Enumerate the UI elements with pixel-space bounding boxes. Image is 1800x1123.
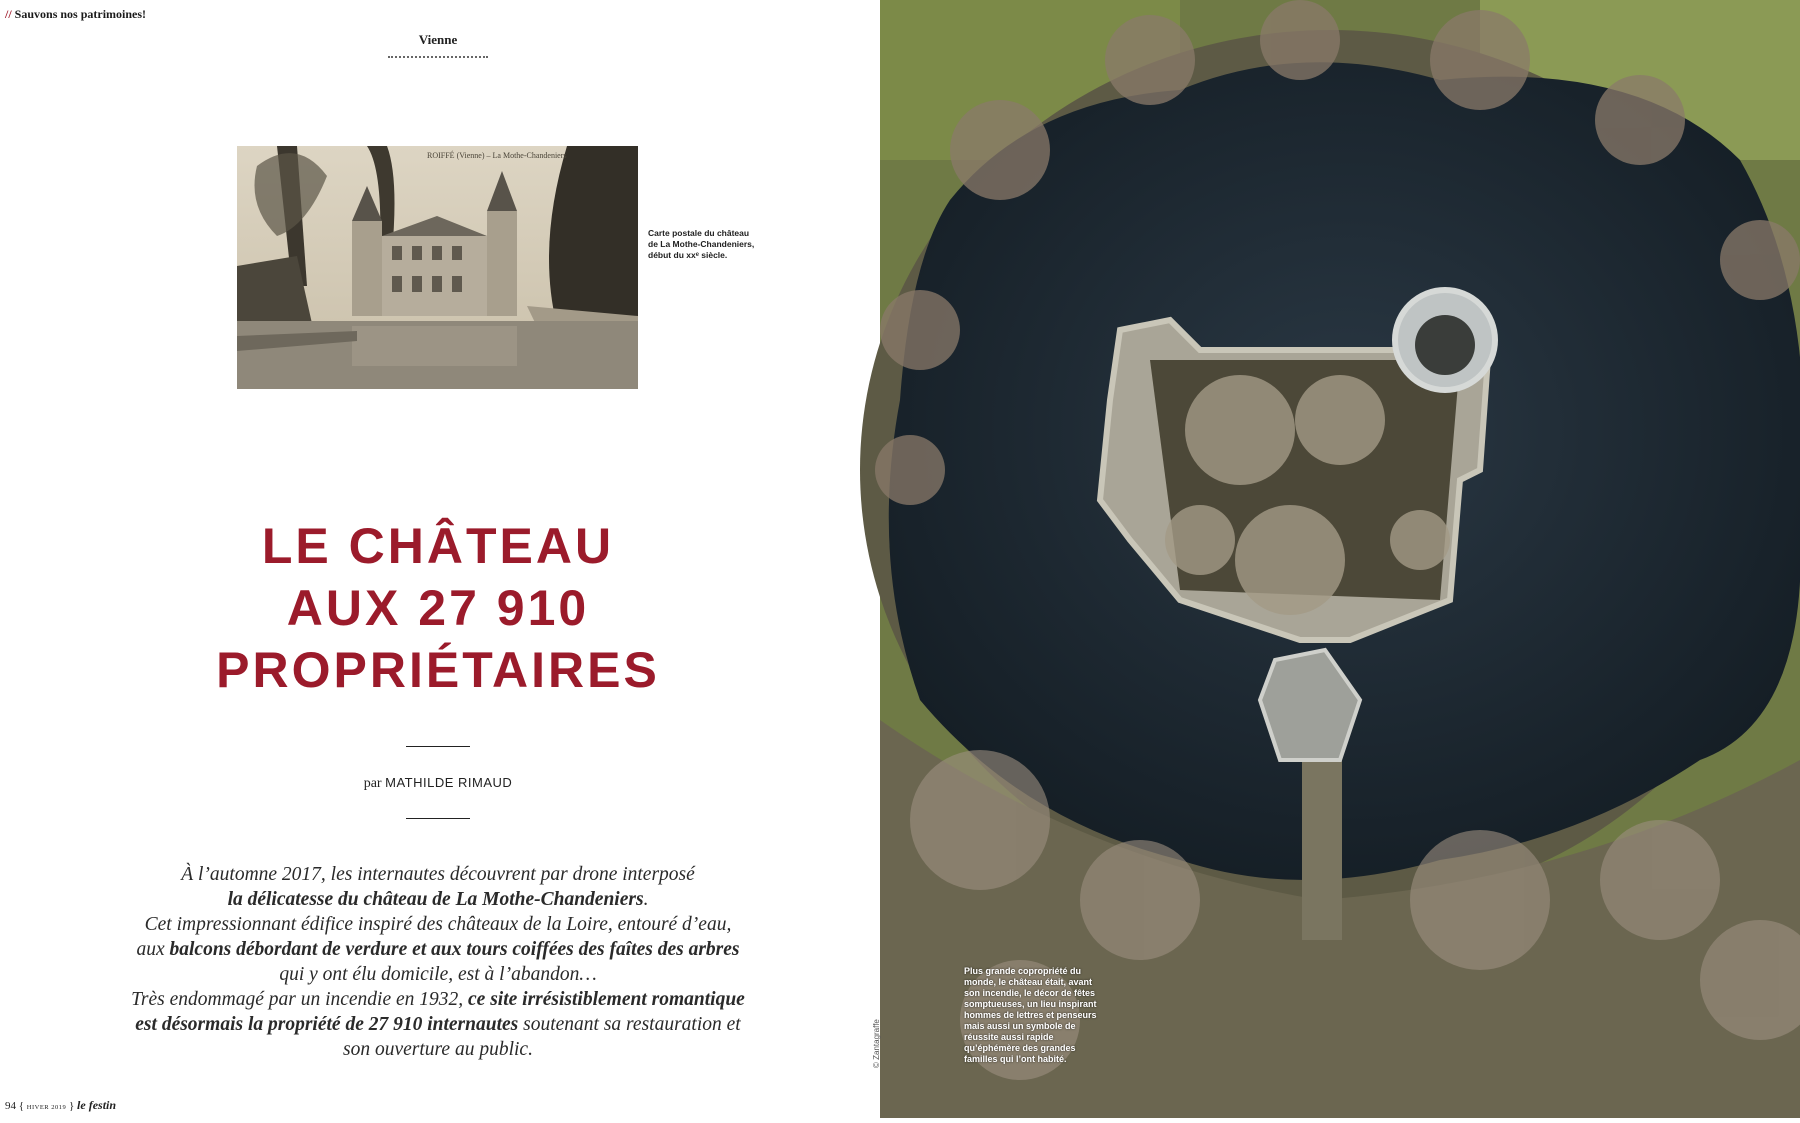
rule-above-byline <box>406 746 470 747</box>
intro-text: . <box>643 889 649 910</box>
folio: 94 { HIVER 2019 } le festin <box>5 1098 117 1112</box>
title-line: PROPRIÉTAIRES <box>216 642 660 698</box>
magazine-brand: le festin <box>77 1098 117 1112</box>
article-title <box>0 515 876 701</box>
intro-text: soutenant sa restauration et son ouverture au public. <box>343 1014 741 1060</box>
postcard-stamp-text: ROIFFÉ (Vienne) – La Mothe-Chandeniers <box>427 151 567 160</box>
byline <box>0 775 876 792</box>
intro-paragraph <box>130 862 746 1062</box>
page-number: 94 <box>5 1100 16 1112</box>
postcard-caption-line: de La Mothe-Chandeniers, <box>648 239 755 249</box>
title-line: LE CHÂTEAU <box>261 518 615 574</box>
postcard-caption <box>648 228 788 261</box>
intro-text: Très endommagé par un incendie en 1932, <box>131 989 464 1010</box>
photo-caption: Plus grande copropriété du monde, le château était, avant son incendie, le décor de fêtes somptueuses, un lieu inspirant hommes de lettres et penseurs mais aussi un symbole de réussite aussi rapide qu’éphémère des grandes familles qui l’ont habité. <box>964 966 1097 1064</box>
intro-text: À l’automne 2017, les internautes découvrent par drone interposé <box>181 864 695 885</box>
rule-below-byline <box>406 818 470 819</box>
postcard-illustration <box>237 146 638 389</box>
rubric-slashes: // <box>5 7 12 21</box>
byline-prefix: par <box>363 776 382 791</box>
issue-label: HIVER 2019 <box>26 1104 67 1111</box>
aerial-photo <box>872 0 1800 1118</box>
byline-author: MATHILDE RIMAUD <box>385 775 513 790</box>
rubric <box>5 7 146 22</box>
intro-bold: la délicatesse du château de La Mothe-Chandeniers <box>227 889 644 910</box>
intro-text: qui y ont élu domicile, est à l’abandon… <box>279 964 597 985</box>
photo-credit: © Zantagraffe <box>872 1019 881 1068</box>
region-dotted-divider <box>388 56 488 58</box>
postcard-caption-line: début du xxᵉ siècle. <box>648 250 728 260</box>
postcard-caption-line: Carte postale du château <box>648 228 750 238</box>
intro-bold: balcons débordant de verdure et aux tours coiffées des faîtes des arbres <box>169 939 740 960</box>
left-page <box>0 0 880 1118</box>
aerial-illustration <box>880 0 1800 1118</box>
rubric-text: Sauvons nos patrimoines! <box>14 7 147 21</box>
intro-text: Cet impressionnant édifice inspiré des châteaux de la Loire, entouré d’eau, aux <box>136 914 732 960</box>
postcard-image <box>237 146 638 389</box>
intro-bold: ce site irrésistiblement romantique est désormais la propriété de 27 910 internautes <box>135 989 745 1035</box>
region-label: Vienne <box>418 32 458 47</box>
title-line: AUX 27 910 <box>286 580 590 636</box>
